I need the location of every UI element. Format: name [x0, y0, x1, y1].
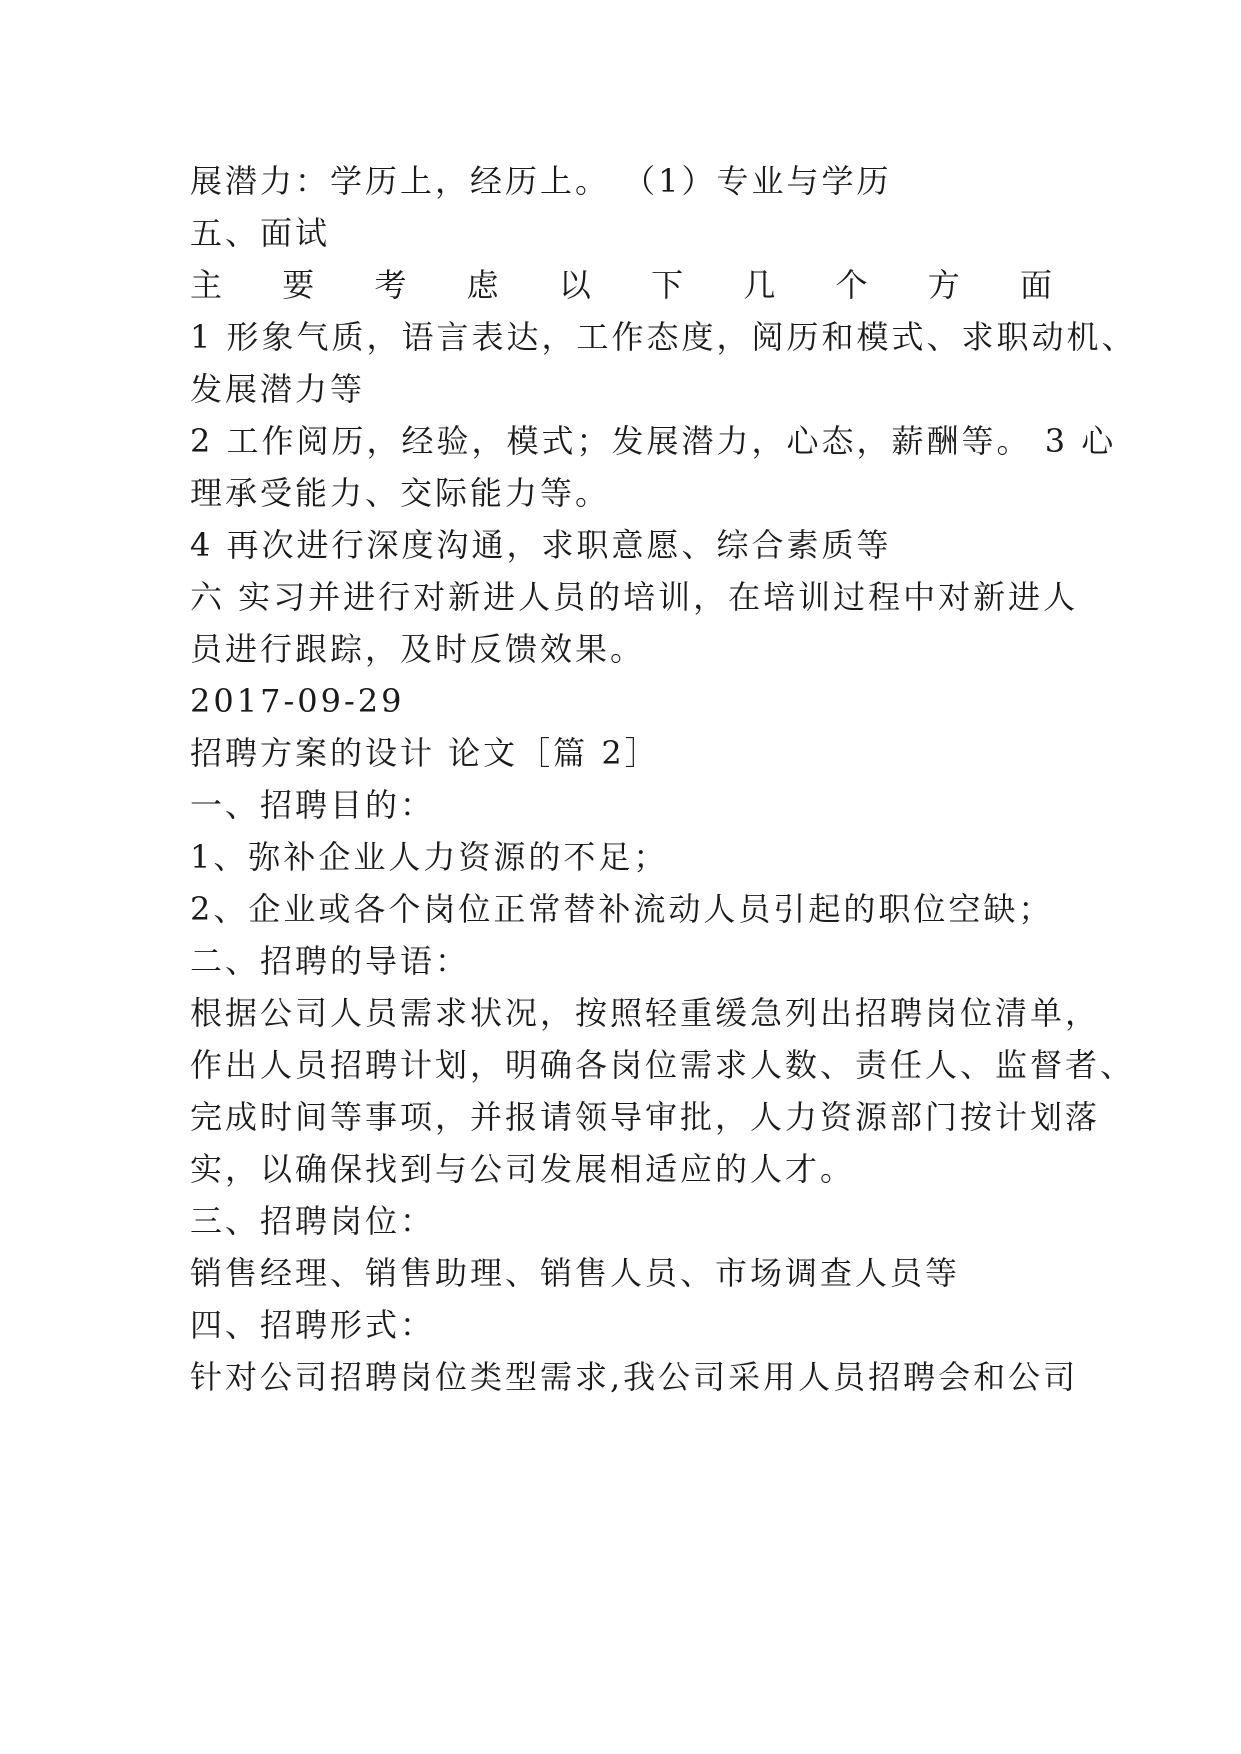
text-line: 作出人员招聘计划，明确各岗位需求人数、责任人、监督者、: [190, 1046, 1136, 1084]
spread-char: 主: [190, 266, 223, 304]
text-line: 发展潜力等: [190, 370, 366, 408]
spread-char: 面: [1019, 266, 1052, 304]
text-line: 2、企业或各个岗位正常替补流动人员引起的职位空缺；: [190, 890, 1054, 928]
section-heading: 二、招聘的导语：: [190, 942, 471, 980]
text-line: 六 实习并进行对新进人员的培训，在培训过程中对新进人: [190, 578, 1079, 616]
section-heading: 五、面试: [190, 214, 331, 252]
text-line: 销售经理、销售助理、销售人员、市场调查人员等: [190, 1254, 961, 1292]
text-line: 实，以确保找到与公司发展相适应的人才。: [190, 1150, 856, 1188]
spread-text-line: [190, 259, 1052, 311]
document-body: [190, 155, 1137, 1403]
section-heading: 四、招聘形式：: [190, 1306, 436, 1344]
text-line: 完成时间等事项，并报请领导审批，人力资源部门按计划落: [190, 1098, 1101, 1136]
text-line: 4 再次进行深度沟通，求职意愿、综合素质等: [190, 526, 892, 564]
text-line: 根据公司人员需求状况，按照轻重缓急列出招聘岗位清单，: [190, 994, 1101, 1032]
text-line: 员进行跟踪，及时反馈效果。: [190, 630, 646, 668]
text-line: 针对公司招聘岗位类型需求,我公司采用人员招聘会和公司: [190, 1358, 1079, 1396]
section-heading: 一、招聘目的：: [190, 786, 436, 824]
text-line: 1、弥补企业人力资源的不足；: [190, 838, 669, 876]
text-line: 理承受能力、交际能力等。: [190, 474, 611, 512]
spread-char: 要: [282, 266, 315, 304]
section-heading: 三、招聘岗位：: [190, 1202, 436, 1240]
text-line: 1 形象气质，语言表达，工作态度，阅历和模式、求职动机、: [190, 318, 1137, 356]
text-line: 2 工作阅历，经验，模式；发展潜力，心态，薪酬等。 3 心: [190, 422, 1117, 460]
spread-char: 几: [743, 266, 776, 304]
spread-char: 方: [927, 266, 960, 304]
text-line: 展潜力：学历上，经历上。 （1）专业与学历: [190, 162, 892, 200]
date-line: 2017-09-29: [190, 682, 405, 720]
spread-char: 下: [651, 266, 684, 304]
spread-char: 虑: [466, 266, 499, 304]
article-title: 招聘方案的设计 论文［篇 2］: [190, 734, 660, 772]
spread-char: 个: [835, 266, 868, 304]
spread-char: 考: [374, 266, 407, 304]
spread-char: 以: [558, 266, 591, 304]
